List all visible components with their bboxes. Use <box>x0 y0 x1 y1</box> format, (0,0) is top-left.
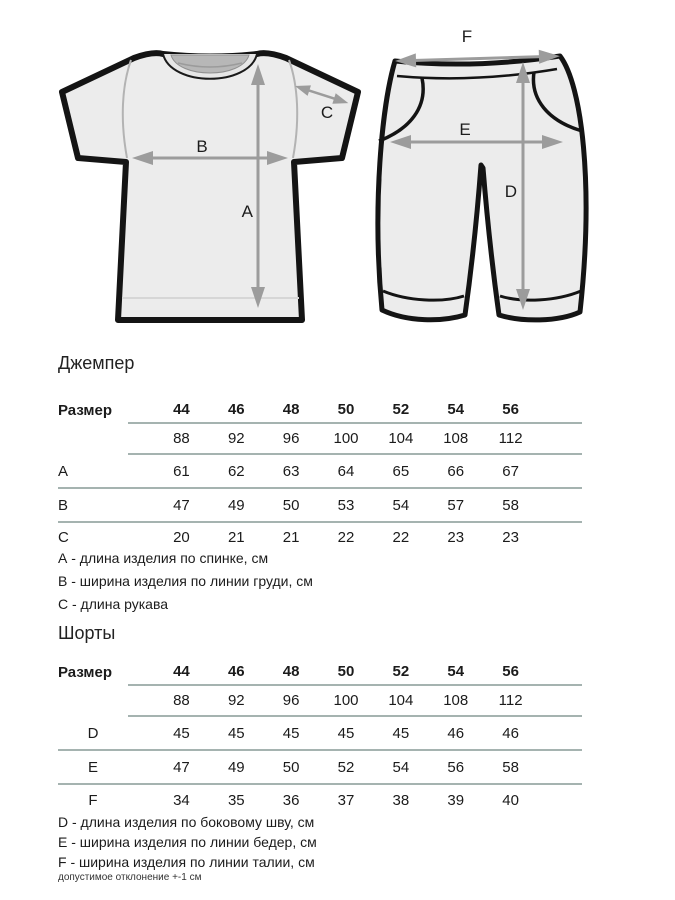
value-cell: 46 <box>502 724 519 742</box>
value-cell: 104 <box>388 692 414 709</box>
value-cell: 23 <box>447 528 465 546</box>
value-cell: 54 <box>392 758 410 776</box>
jumper-row-b <box>58 489 582 523</box>
row-cells <box>128 785 582 815</box>
size-cell: 50 <box>337 662 355 680</box>
value-cell: 45 <box>392 724 410 742</box>
tshirt-diagram <box>50 30 370 330</box>
shorts-section-title: Шорты <box>58 623 116 643</box>
jumper-row-a <box>58 455 582 489</box>
empty-label <box>58 424 128 455</box>
note-line: E - ширина изделия по линии бедер, см <box>58 834 317 850</box>
value-cell: 67 <box>502 462 519 480</box>
value-cell: 62 <box>227 462 245 480</box>
row-cells <box>128 489 582 521</box>
shorts-size-table <box>58 658 582 815</box>
value-cell: 108 <box>443 692 469 709</box>
shorts-label-f: F <box>461 27 473 46</box>
jumper-chest-row <box>58 424 582 455</box>
row-cells <box>128 455 582 487</box>
shorts-header-row <box>58 658 582 686</box>
size-cell: 46 <box>227 400 245 418</box>
value-cell: 37 <box>337 791 355 809</box>
value-cell: 34 <box>173 791 190 809</box>
size-cell: 56 <box>502 400 519 418</box>
row-label: D <box>87 724 99 742</box>
size-cell: 52 <box>392 662 410 680</box>
note-line: А - длина изделия по спинке, см <box>58 550 269 566</box>
value-cell: 56 <box>447 758 465 776</box>
shorts-notes <box>58 812 317 872</box>
row-label: E <box>87 758 98 776</box>
jumper-section-title: Джемпер <box>58 353 135 373</box>
value-cell: 88 <box>173 430 190 447</box>
shorts-label-d: D <box>504 182 517 201</box>
value-cell: 64 <box>337 462 355 480</box>
value-cell: 47 <box>173 758 190 776</box>
value-cell: 23 <box>502 528 519 546</box>
shirt-label-c: C <box>320 103 334 122</box>
size-cell: 48 <box>282 662 300 680</box>
note-line: В - ширина изделия по линии груди, см <box>58 573 313 589</box>
value-cell: 57 <box>447 496 465 514</box>
value-cell: 45 <box>173 724 190 742</box>
size-cell: 50 <box>337 400 355 418</box>
empty-label <box>58 686 128 717</box>
value-cell: 96 <box>282 692 300 709</box>
note-line: D - длина изделия по боковому шву, см <box>58 814 315 830</box>
shorts-body-shape <box>378 56 586 320</box>
shorts-label-e: E <box>459 120 471 139</box>
value-cell: 49 <box>227 758 245 776</box>
value-cell: 22 <box>392 528 410 546</box>
shorts-row-e <box>58 751 582 785</box>
value-cell: 21 <box>282 528 300 546</box>
value-cell: 45 <box>337 724 355 742</box>
value-cell: 39 <box>447 791 465 809</box>
value-cell: 112 <box>498 692 523 709</box>
shirt-label-b: B <box>196 137 208 156</box>
value-cell: 66 <box>447 462 465 480</box>
value-cell: 21 <box>227 528 245 546</box>
value-cell: 112 <box>498 430 523 447</box>
shorts-row-f <box>58 785 582 815</box>
value-cell: 54 <box>392 496 410 514</box>
value-cell: 108 <box>443 430 469 447</box>
value-cell: 36 <box>282 791 300 809</box>
shirt-label-a: A <box>241 202 253 221</box>
value-cell: 88 <box>173 692 190 709</box>
value-cell: 58 <box>502 496 519 514</box>
size-cell: 44 <box>173 662 190 680</box>
value-cell: 92 <box>227 430 245 447</box>
chest-cells <box>128 686 582 717</box>
note-line: F - ширина изделия по линии талии, см <box>58 854 315 870</box>
value-cell: 35 <box>227 791 245 809</box>
row-cells <box>128 717 582 749</box>
row-label: F <box>88 791 98 809</box>
value-cell: 96 <box>282 430 300 447</box>
shorts-diagram <box>372 25 612 335</box>
size-header-label: Размер <box>58 401 113 419</box>
value-cell: 100 <box>333 430 359 447</box>
value-cell: 40 <box>502 791 519 809</box>
value-cell: 45 <box>282 724 300 742</box>
row-cells <box>128 751 582 783</box>
row-label: C <box>58 528 69 546</box>
value-cell: 38 <box>392 791 410 809</box>
value-cell: 61 <box>173 462 190 480</box>
jumper-header-row <box>58 396 582 424</box>
value-cell: 58 <box>502 758 519 776</box>
chest-cells <box>128 424 582 455</box>
value-cell: 47 <box>173 496 190 514</box>
value-cell: 53 <box>337 496 355 514</box>
row-label: B <box>58 496 69 514</box>
value-cell: 50 <box>282 758 300 776</box>
size-header-cells <box>128 658 582 686</box>
size-cell: 46 <box>227 662 245 680</box>
value-cell: 63 <box>282 462 300 480</box>
value-cell: 50 <box>282 496 300 514</box>
size-cell: 44 <box>173 400 190 418</box>
value-cell: 52 <box>337 758 355 776</box>
size-cell: 52 <box>392 400 410 418</box>
size-header-cells <box>128 396 582 424</box>
value-cell: 104 <box>388 430 414 447</box>
size-cell: 56 <box>502 662 519 680</box>
jumper-size-table <box>58 396 582 551</box>
note-line: С - длина рукава <box>58 596 169 612</box>
shorts-chest-row <box>58 686 582 717</box>
row-label: A <box>58 462 69 480</box>
jumper-notes <box>58 547 313 616</box>
value-cell: 22 <box>337 528 355 546</box>
value-cell: 92 <box>227 692 245 709</box>
value-cell: 45 <box>227 724 245 742</box>
size-cell: 54 <box>447 662 465 680</box>
tolerance-note: допустимое отклонение +-1 см <box>58 872 202 883</box>
value-cell: 100 <box>333 692 359 709</box>
value-cell: 20 <box>173 528 190 546</box>
size-cell: 48 <box>282 400 300 418</box>
value-cell: 46 <box>447 724 465 742</box>
value-cell: 65 <box>392 462 410 480</box>
size-cell: 54 <box>447 400 465 418</box>
shorts-row-d <box>58 717 582 751</box>
size-header-label: Размер <box>58 663 113 681</box>
value-cell: 49 <box>227 496 245 514</box>
